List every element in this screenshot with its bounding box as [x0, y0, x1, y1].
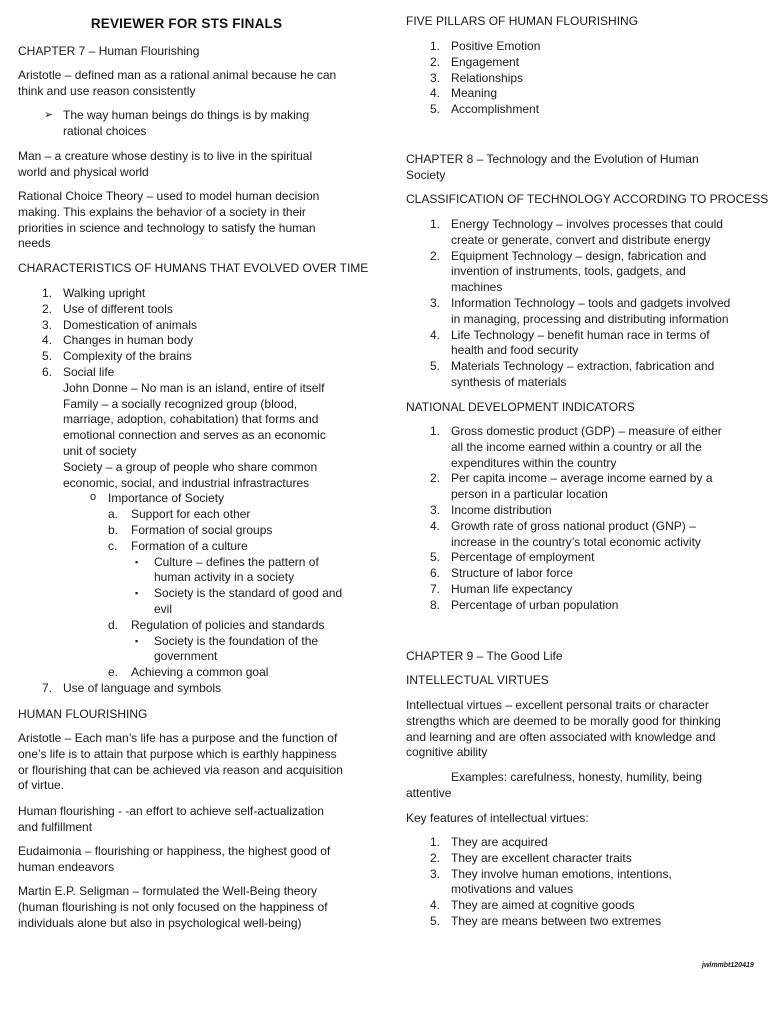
list-item-text: Domestication of animals: [63, 317, 198, 332]
culture-note-line: evil: [154, 601, 173, 616]
technology-classification-item: [406, 249, 730, 296]
list-number: 4.: [42, 333, 53, 348]
seligman-definition: [18, 884, 328, 931]
culture-note: [18, 586, 342, 618]
list-item-text: Relationships: [451, 70, 524, 85]
bullet-line: The way human beings do things is by making: [63, 108, 310, 122]
list-number: 6.: [42, 364, 53, 379]
social-life-details: [18, 381, 342, 492]
list-item-line: expenditures within the country: [451, 455, 617, 470]
list-number: 1.: [430, 217, 441, 231]
importance-of-society-label: Importance of Society: [108, 491, 225, 506]
five-pillars-heading: FIVE PILLARS OF HUMAN FLOURISHING: [406, 14, 639, 28]
development-indicator-item: [406, 471, 722, 503]
list-number: 3.: [430, 866, 441, 881]
list-item-line: health and food security: [451, 343, 579, 358]
list-number: 2.: [430, 850, 441, 865]
importance-sub-item: [18, 539, 342, 555]
aristotle-definition-line: think and use reason consistently: [18, 83, 196, 98]
characteristics-item: [18, 302, 342, 318]
development-indicator-item: [406, 598, 722, 614]
list-number: 5.: [430, 359, 441, 374]
key-feature-item: [406, 914, 672, 930]
list-item-line: Percentage of employment: [451, 550, 595, 565]
eudaimonia-definition: [18, 844, 330, 876]
author-signature: jwlmmbt120419: [702, 962, 754, 969]
regulation-note-line: Society is the foundation of the: [154, 633, 319, 648]
aristotle-definition: [18, 68, 336, 100]
list-item-text: Use of language and symbols: [63, 680, 222, 695]
family-definition-line: marriage, adoption, cohabitation) that forms and: [63, 412, 319, 427]
five-pillars-list: [406, 39, 540, 118]
regulation-note-line: government: [154, 649, 218, 664]
rational-choice-theory-line: Rational Choice Theory – used to model human decision: [18, 189, 320, 203]
development-indicator-item: [406, 519, 722, 551]
list-number: 4.: [430, 898, 441, 913]
culture-note-line: human activity in a society: [154, 570, 295, 585]
list-number: 4.: [430, 518, 441, 533]
key-feature-item: [406, 835, 672, 851]
development-indicator-item: [406, 550, 722, 566]
list-number: 1.: [430, 39, 441, 53]
development-indicator-item: [406, 503, 722, 519]
intellectual-virtues-definition: [406, 698, 721, 761]
list-item-line: They are excellent character traits: [451, 850, 632, 865]
development-indicators-list: [406, 424, 722, 614]
list-item-line: Structure of labor force: [451, 566, 574, 581]
technology-classification-list: [406, 217, 730, 391]
development-indicators-heading: NATIONAL DEVELOPMENT INDICATORS: [406, 400, 635, 414]
list-item-line: Growth rate of gross national product (GNP) –: [451, 518, 696, 533]
list-item-line: motivations and values: [451, 882, 574, 897]
list-number: 2.: [430, 248, 441, 263]
characteristics-heading: CHARACTERISTICS OF HUMANS THAT EVOLVED OVER TIME: [18, 261, 369, 275]
development-indicator-item: [406, 582, 722, 598]
list-item-text: Walking upright: [63, 286, 146, 300]
society-definition-line: economic, social, and industrial infrastractures: [63, 475, 310, 490]
pillar-item: [406, 86, 540, 102]
technology-classification-item: [406, 296, 730, 328]
pillar-item: [406, 71, 540, 87]
list-item-text: Engagement: [451, 54, 520, 69]
aristotle-flourishing-line: Aristotle – Each man’s life has a purpose and the function of: [18, 731, 338, 745]
aristotle-flourishing: [18, 731, 343, 794]
importance-sub-item: [18, 665, 342, 681]
intellectual-virtues-definition-line: Intellectual virtues – excellent personal traits or character: [406, 698, 709, 712]
list-item-line: Equipment Technology – design, fabrication and: [451, 248, 707, 263]
list-item-line: Energy Technology – involves processes that could: [451, 217, 723, 231]
family-definition-line: unit of society: [63, 443, 137, 458]
aristotle-flourishing-line: of virtue.: [18, 778, 65, 793]
man-definition-line: Man – a creature whose destiny is to live in the spiritual: [18, 149, 313, 163]
pillar-item: [406, 55, 540, 71]
examples-line: attentive: [406, 785, 452, 800]
list-number: 2.: [42, 301, 53, 316]
list-item-text: Accomplishment: [451, 102, 540, 117]
list-letter: e.: [108, 665, 119, 680]
bullet-line: rational choices: [63, 123, 147, 138]
list-item-line: Life Technology – benefit human race in terms of: [451, 327, 710, 342]
human-flourishing-definition: [18, 804, 324, 836]
list-number: 1.: [42, 286, 53, 300]
list-item-line: synthesis of materials: [451, 374, 567, 389]
importance-of-society-item: [18, 491, 342, 507]
seligman-definition-line: individuals alone but also in psychological well-being): [18, 915, 302, 930]
list-number: 5.: [430, 102, 441, 117]
list-number: 3.: [430, 502, 441, 517]
list-item-text: Use of different tools: [63, 301, 173, 316]
rational-choice-theory: [18, 189, 319, 252]
importance-sub-item-text: Formation of a culture: [131, 538, 248, 553]
list-item-line: Per capita income – average income earned by a: [451, 471, 713, 486]
examples-line: Examples: carefulness, honesty, humility, being: [451, 770, 703, 784]
pillar-item: [406, 102, 540, 118]
chapter-8-heading: [406, 152, 699, 184]
list-item-line: They involve human emotions, intentions,: [451, 866, 672, 881]
characteristics-list: [18, 286, 342, 697]
chapter-8-heading-line: Society: [406, 167, 446, 182]
rational-choice-theory-line: priorities in science and technology to satisfy the human: [18, 220, 316, 235]
seligman-definition-line: (human flourishing is not only focused on the happiness of: [18, 899, 328, 914]
list-number: 2.: [430, 471, 441, 486]
technology-classification-item: [406, 217, 730, 249]
development-indicator-item: [406, 566, 722, 582]
pillar-item: [406, 39, 540, 55]
human-flourishing-definition-line: and fulfillment: [18, 819, 93, 834]
list-item-line: They are acquired: [451, 835, 548, 849]
characteristics-item: [18, 681, 342, 697]
society-definition-line: Society – a group of people who share common: [63, 459, 318, 474]
list-item-line: Gross domestic product (GDP) – measure of either: [451, 424, 722, 438]
seligman-definition-line: Martin E.P. Seligman – formulated the Well-Being theory: [18, 884, 318, 898]
list-item-text: Positive Emotion: [451, 39, 541, 53]
family-definition-line: emotional connection and serves as an economic: [63, 428, 326, 443]
rational-choice-theory-line: needs: [18, 236, 51, 251]
list-item-line: Income distribution: [451, 502, 552, 517]
document-title: REVIEWER FOR STS FINALS: [90, 16, 283, 31]
list-item-text: Social life: [63, 364, 115, 379]
characteristics-item: [18, 318, 342, 334]
characteristics-item: [18, 365, 342, 381]
list-letter: d.: [108, 617, 119, 632]
human-flourishing-heading: HUMAN FLOURISHING: [18, 707, 148, 721]
key-features-list: [406, 835, 672, 930]
list-number: 4.: [430, 86, 441, 101]
intellectual-virtues-definition-line: strengths which are deemed to be morally good for thinking: [406, 713, 721, 728]
characteristics-item: [18, 349, 342, 365]
list-item-line: They are means between two extremes: [451, 913, 662, 928]
key-feature-item: [406, 867, 672, 899]
square-bullet-icon: ▪: [135, 635, 139, 646]
list-item-line: in managing, processing and distributing information: [451, 311, 729, 326]
characteristics-item: [18, 333, 342, 349]
list-item-text: Changes in human body: [63, 333, 194, 348]
list-number: 5.: [430, 913, 441, 928]
list-item-line: increase in the country’s total economic activity: [451, 534, 701, 549]
rational-choices-bullet: [18, 108, 309, 140]
regulation-note: [18, 634, 342, 666]
development-indicator-item: [406, 424, 722, 471]
list-item-line: all the income earned within a country or all the: [451, 439, 702, 454]
list-number: 3.: [430, 295, 441, 310]
list-number: 7.: [430, 581, 441, 596]
importance-sub-item-text: Achieving a common goal: [131, 665, 269, 680]
key-feature-item: [406, 851, 672, 867]
list-number: 5.: [430, 550, 441, 565]
list-number: 5.: [42, 349, 53, 364]
family-definition-line: Family – a socially recognized group (blood,: [63, 396, 298, 411]
list-number: 2.: [430, 54, 441, 69]
list-number: 1.: [430, 424, 441, 438]
culture-note-line: Culture – defines the pattern of: [154, 554, 319, 569]
list-item-text: Complexity of the brains: [63, 349, 192, 364]
intellectual-virtues-definition-line: and learning and are often associated with knowledge and: [406, 729, 716, 744]
technology-classification-item: [406, 328, 730, 360]
list-item-line: They are aimed at cognitive goods: [451, 898, 635, 913]
list-item-line: invention of instruments, tools, gadgets, and: [451, 264, 686, 279]
human-flourishing-definition-line: Human flourishing - -an effort to achieve self-actualization: [18, 804, 324, 818]
circle-bullet-icon: o: [90, 491, 97, 504]
bullet-item: [18, 108, 309, 140]
technology-classification-item: [406, 359, 730, 391]
man-definition: [18, 149, 312, 181]
characteristics-item: [18, 286, 342, 302]
culture-note: [18, 555, 342, 587]
importance-sub-item-text: Formation of social groups: [131, 522, 273, 537]
list-letter: b.: [108, 522, 119, 537]
importance-sub-item: [18, 523, 342, 539]
john-donne-quote: John Donne – No man is an island, entire of itself: [63, 380, 325, 395]
rational-choice-theory-line: making. This explains the behavior of a society in their: [18, 204, 306, 219]
list-item-line: create or generate, convert and distribute energy: [451, 232, 711, 247]
classification-heading: CLASSIFICATION OF TECHNOLOGY ACCORDING TO PROCESS: [406, 192, 768, 206]
square-bullet-icon: ▪: [135, 556, 139, 567]
list-item-line: Human life expectancy: [451, 581, 573, 596]
arrow-bullet-icon: ➢: [44, 109, 54, 121]
key-features-heading: Key features of intellectual virtues:: [406, 811, 589, 825]
importance-sub-item-text: Support for each other: [131, 507, 251, 522]
square-bullet-icon: ▪: [135, 588, 139, 599]
list-item-line: Information Technology – tools and gadgets involved: [451, 295, 731, 310]
aristotle-definition-line: Aristotle – defined man as a rational animal because he can: [18, 68, 337, 82]
list-number: 1.: [430, 835, 441, 849]
man-definition-line: world and physical world: [18, 164, 149, 179]
aristotle-flourishing-line: or flourishing that can be achieved via reason and acquisition: [18, 762, 343, 777]
key-feature-item: [406, 898, 672, 914]
list-item-line: person in a particular location: [451, 487, 608, 502]
list-number: 3.: [430, 70, 441, 85]
list-letter: a.: [108, 507, 119, 522]
eudaimonia-definition-line: human endeavors: [18, 859, 115, 874]
eudaimonia-definition-line: Eudaimonia – flourishing or happiness, the highest good of: [18, 844, 331, 858]
list-number: 4.: [430, 327, 441, 342]
intellectual-virtues-heading: INTELLECTUAL VIRTUES: [406, 673, 549, 687]
chapter-7-heading: CHAPTER 7 – Human Flourishing: [18, 44, 200, 58]
importance-sub-item: [18, 618, 342, 634]
importance-sub-item: [18, 507, 342, 523]
list-number: 6.: [430, 566, 441, 581]
intellectual-virtues-definition-line: cognitive ability: [406, 745, 488, 760]
importance-sub-item-text: Regulation of policies and standards: [131, 617, 325, 632]
list-letter: c.: [108, 538, 118, 553]
list-number: 3.: [42, 317, 53, 332]
list-item-line: machines: [451, 280, 503, 295]
list-item-line: Percentage of urban population: [451, 597, 619, 612]
list-item-line: Materials Technology – extraction, fabrication and: [451, 359, 715, 374]
intellectual-virtues-examples: [406, 770, 702, 802]
culture-note-line: Society is the standard of good and: [154, 586, 343, 601]
aristotle-flourishing-line: one’s life is to attain that purpose which is earthly happiness: [18, 746, 337, 761]
chapter-8-heading-line: CHAPTER 8 – Technology and the Evolution of Human: [406, 152, 699, 166]
list-number: 7.: [42, 680, 53, 695]
list-item-text: Meaning: [451, 86, 498, 101]
list-number: 8.: [430, 597, 441, 612]
chapter-9-heading: CHAPTER 9 – The Good Life: [406, 649, 563, 663]
